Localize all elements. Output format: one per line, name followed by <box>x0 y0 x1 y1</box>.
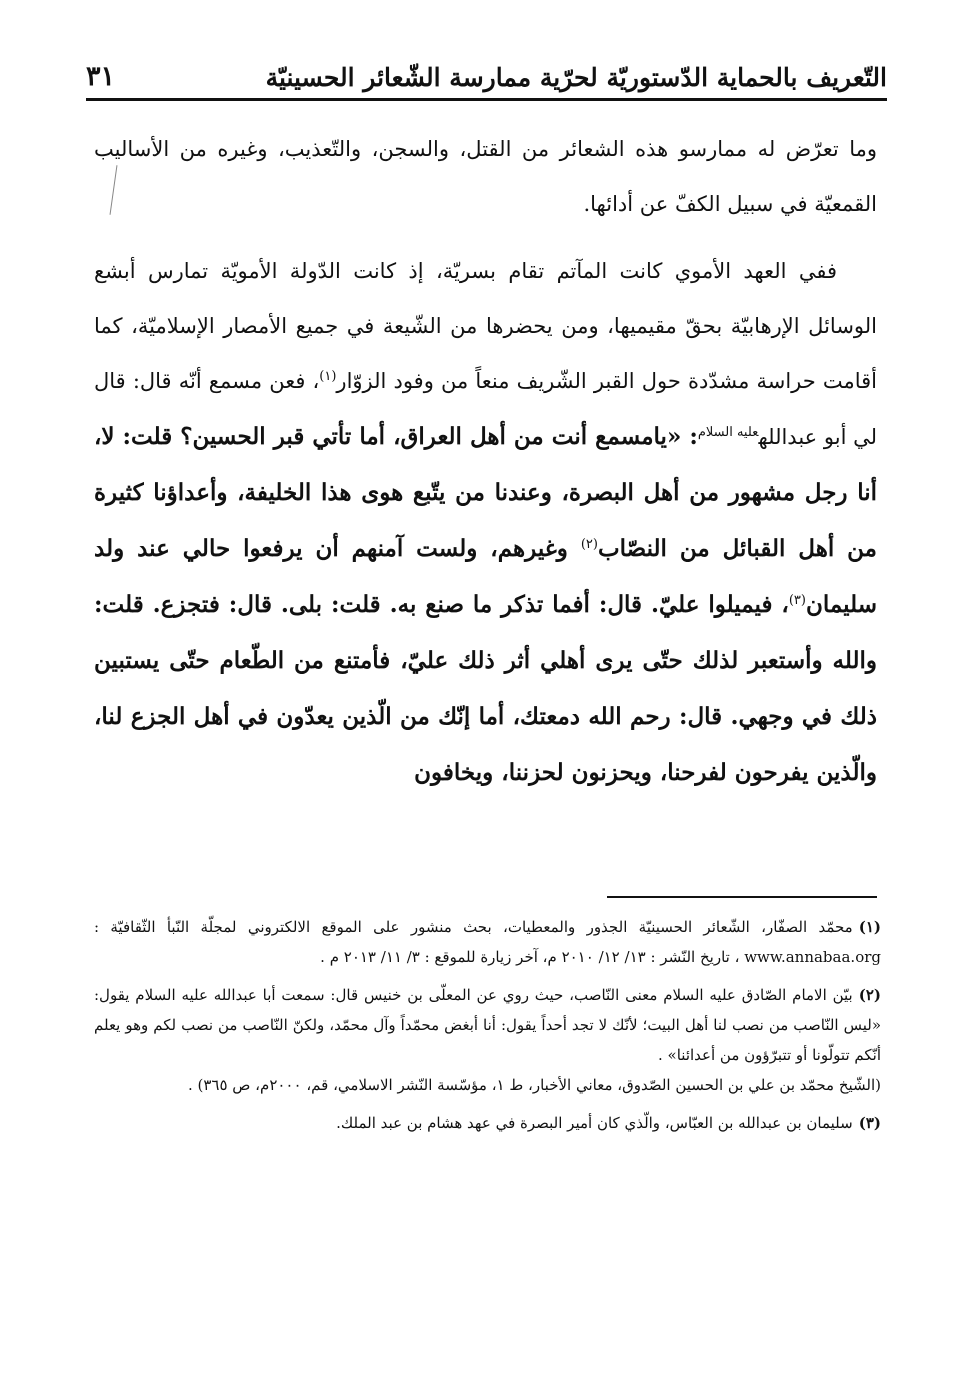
footnote-3 <box>94 1108 881 1138</box>
footnote-text: سليمان بن عبدالله بن العبّاس، والّذي كان أمير البصرة في عهد هشام بن عبد الملك. <box>336 1114 853 1132</box>
footnote-ref-1[interactable]: (١) <box>319 369 337 384</box>
quote-part-c: ، فيميلوا عليّ. قال: أفما تذكر ما صنع به. قلت: بلى. قال: فتجزع. قلت: والله وأستعبر لذلك حتّى يرى أهلي أثر ذلك عليّ، فأمتنع من الطّعام حتّى يستبين ذلك في وجهي. قال: رحم الله دمعتك، أما إنّك من الّذين يعدّون في أهل الجزع لنا، والّذين يفرحون لفرحنا، ويحزنون لحزننا، ويخافون <box>94 591 878 786</box>
footnote-number: (٣) <box>858 1114 881 1132</box>
honorific-mark: عليه السلام <box>697 425 759 440</box>
page-number: ٣١ <box>86 61 116 92</box>
footnote-citation: (الشّيخ محمّد بن علي بن الحسين الصّدوق، معاني الأخبار، ط ١، مؤسّسة النّشر الاسلامي، قم، ٢٠٠٠م، ص ٣٦٥) . <box>187 1076 881 1094</box>
footnote-number: (١) <box>858 918 881 936</box>
paragraph-2-narration: ، فعن مسمع أنّه قال: قال لي أبو عبدالله <box>94 369 877 449</box>
footnotes <box>94 912 881 1146</box>
quote-part-a: : «يامسمع أنت من أهل العراق، أما تأتي قبر الحسين؟ قلت: لا، أنا رجل مشهور من أهل البصرة، وعندنا من يتّبع هوى هذا الخليفة، وأعداؤنا كثيرة من أهل القبائل من النصّاب <box>94 423 877 562</box>
header-divider <box>86 98 887 101</box>
running-header <box>86 40 887 92</box>
footnote-divider <box>607 896 877 898</box>
running-title: التّعريف بالحماية الدّستوريّة لحرّية ممارسة الشّعائر الحسينيّة <box>265 63 887 92</box>
footnote-ref-3[interactable]: (٣) <box>788 593 806 608</box>
footnote-text: بيّن الامام الصّادق عليه السلام معنى النّاصب، حيث روي عن المعلّى بن خنيس قال: سمعت أبا عبدالله عليه السلام يقول: «ليس النّاصب من نصب لنا أهل البيت؛ لأنّك لا تجد أحداً يقول: أنا أبغض محمّداً وآل محمّد، ولكنّ النّاصب من نصب لكم وهو يعلم أنّكم تتولّونا أو تتبرّؤون من أعدائنا» . <box>94 986 881 1064</box>
paragraph-2 <box>94 244 877 801</box>
footnote-1 <box>94 912 881 972</box>
footnote-2 <box>94 980 881 1100</box>
main-text <box>94 122 877 801</box>
footnote-text: محمّد الصفّار، الشّعائر الحسينيّة الجذور والمعطيات، بحث منشور على الموقع الالكتروني لمجلّة النّبأ الثّقافيّة : www.annabaa.org ، تاريخ النّشر : ١٣/ ١٢/ ٢٠١٠ م، آخر زيارة للموقع : ٣/ ١١/ ٢٠١٣ م . <box>94 918 881 966</box>
quote-part-b: وغيرهم، ولست آمنهم أن يرفعوا حالي عند ولد سليمان <box>94 535 877 618</box>
footnote-ref-2[interactable]: (٢) <box>580 537 598 552</box>
paragraph-2-intro: ففي العهد الأموي كانت المآتم تقام بسريّة، إذ كانت الدّولة الأمويّة تمارس أبشع الوسائل الإرهابيّة بحقّ مقيميها، ومن يحضرها من الشّيعة في جميع الأمصار الإسلاميّة، كما أقامت حراسة مشدّدة حول القبر الشّريف منعاً من وفود الزوّار <box>94 259 877 393</box>
paragraph-1: وما تعرّض له ممارسو هذه الشعائر من القتل، والسجن، والتّعذيب، وغيره من الأساليب القمعيّة في سبيل الكفّ عن أدائها. <box>94 137 877 216</box>
footnote-number: (٢) <box>858 986 881 1004</box>
